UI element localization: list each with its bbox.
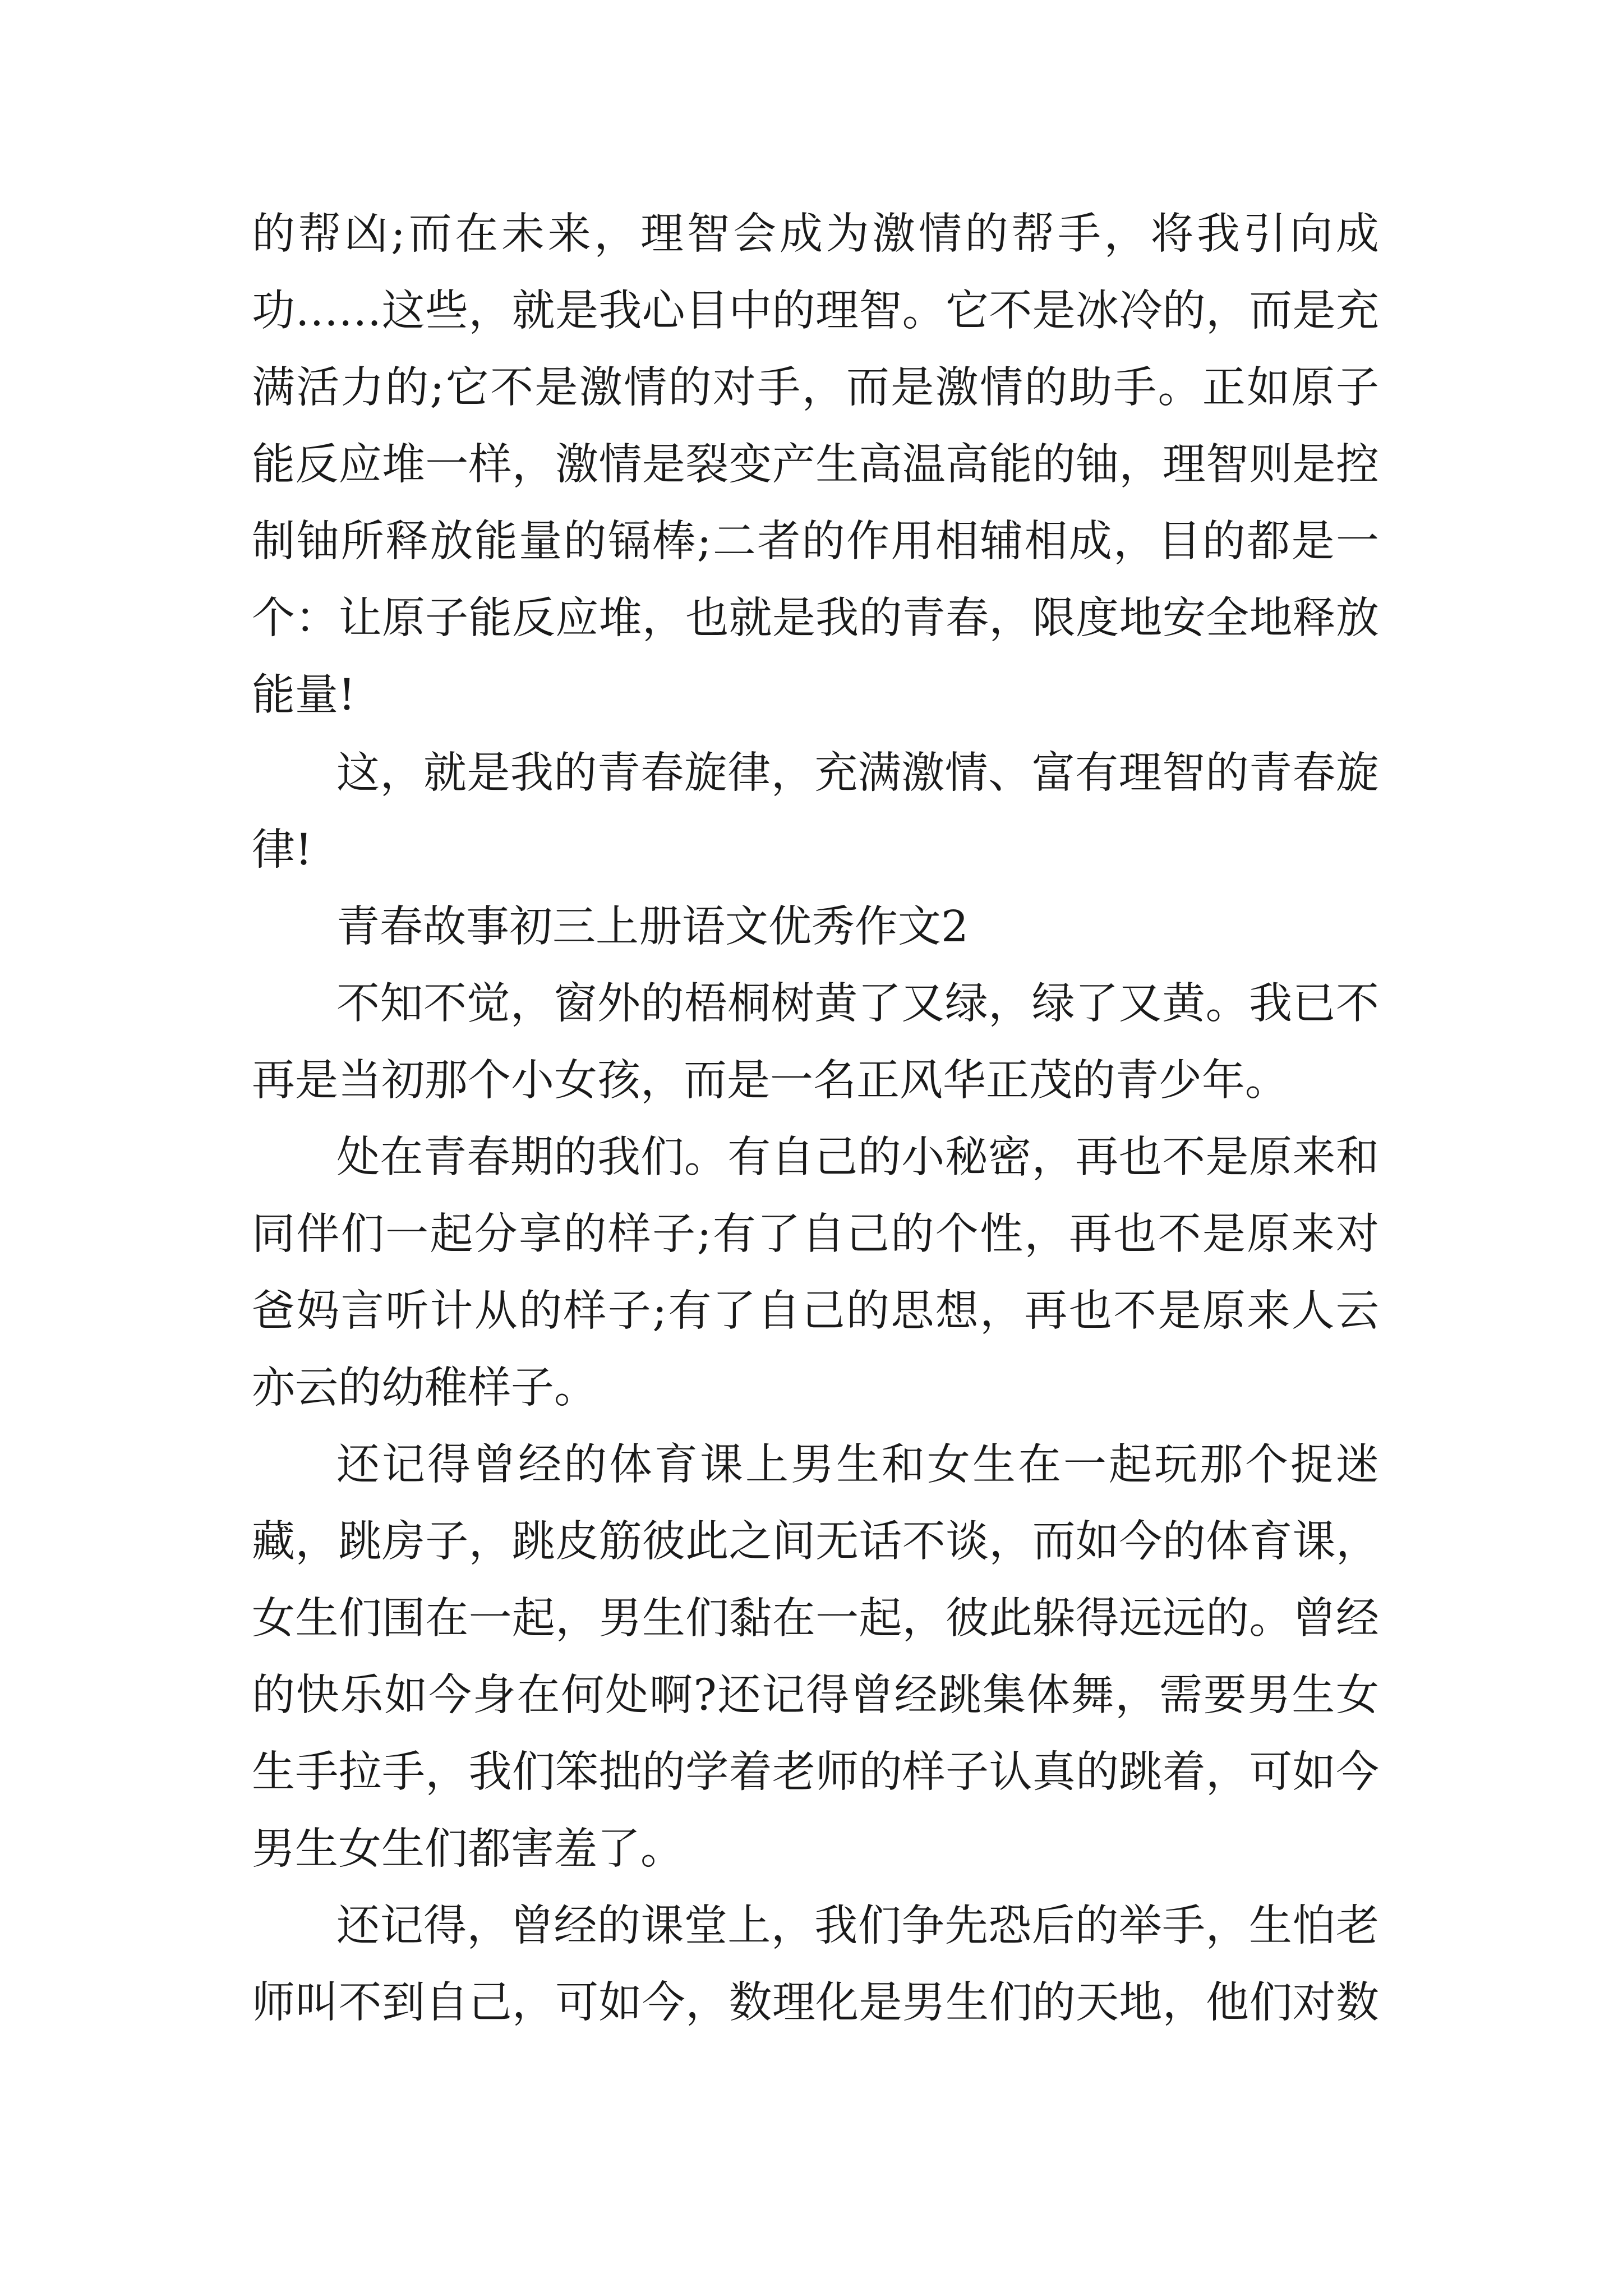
text-line: 男生女生们都害羞了。 [252, 1824, 684, 1874]
text-line: 处在青春期的我们。有自己的小秘密，再也不是原来和 [336, 1133, 1379, 1182]
text-line: 同伴们一起分享的样子;有了自己的个性，再也不是原来对 [252, 1209, 1379, 1259]
section-heading: 青春故事初三上册语文优秀作文2 [336, 902, 969, 952]
text-line: 师叫不到自己，可如今，数理化是男生们的天地，他们对数 [252, 1978, 1379, 2028]
text-line: 还记得曾经的体育课上男生和女生在一起玩那个捉迷 [336, 1440, 1379, 1490]
text-line: 生手拉手，我们笨拙的学着老师的样子认真的跳着，可如今 [252, 1747, 1379, 1797]
text-line: 还记得，曾经的课堂上，我们争先恐后的举手，生怕老 [336, 1901, 1379, 1951]
text-line: 藏，跳房子，跳皮筋彼此之间无话不谈，而如今的体育课， [252, 1517, 1379, 1567]
text-line: 的快乐如今身在何处啊?还记得曾经跳集体舞，需要男生女 [252, 1671, 1379, 1720]
text-line: 功……这些，就是我心目中的理智。它不是冰冷的，而是充 [252, 286, 1379, 336]
text-line: 个：让原子能反应堆，也就是我的青春，限度地安全地释放 [252, 593, 1379, 643]
text-line: 这，就是我的青春旋律，充满激情、富有理智的青春旋 [336, 748, 1379, 798]
text-line: 满活力的;它不是激情的对手，而是激情的助手。正如原子 [252, 363, 1379, 413]
text-line: 能量! [252, 670, 356, 720]
text-line: 再是当初那个小女孩，而是一名正风华正茂的青少年。 [252, 1056, 1288, 1106]
text-line: 爸妈言听计从的样子;有了自己的思想，再也不是原来人云 [252, 1286, 1379, 1336]
text-line: 的帮凶;而在未来，理智会成为激情的帮手，将我引向成 [252, 209, 1379, 259]
text-line: 亦云的幼稚样子。 [252, 1363, 597, 1413]
text-line: 女生们围在一起，男生们黏在一起，彼此躲得远远的。曾经 [252, 1594, 1379, 1644]
text-line: 律! [252, 825, 312, 875]
text-line: 不知不觉，窗外的梧桐树黄了又绿，绿了又黄。我已不 [336, 979, 1379, 1029]
text-line: 制铀所释放能量的镉棒;二者的作用相辅相成，目的都是一 [252, 517, 1379, 567]
text-line: 能反应堆一样，激情是裂变产生高温高能的铀，理智则是控 [252, 440, 1379, 490]
